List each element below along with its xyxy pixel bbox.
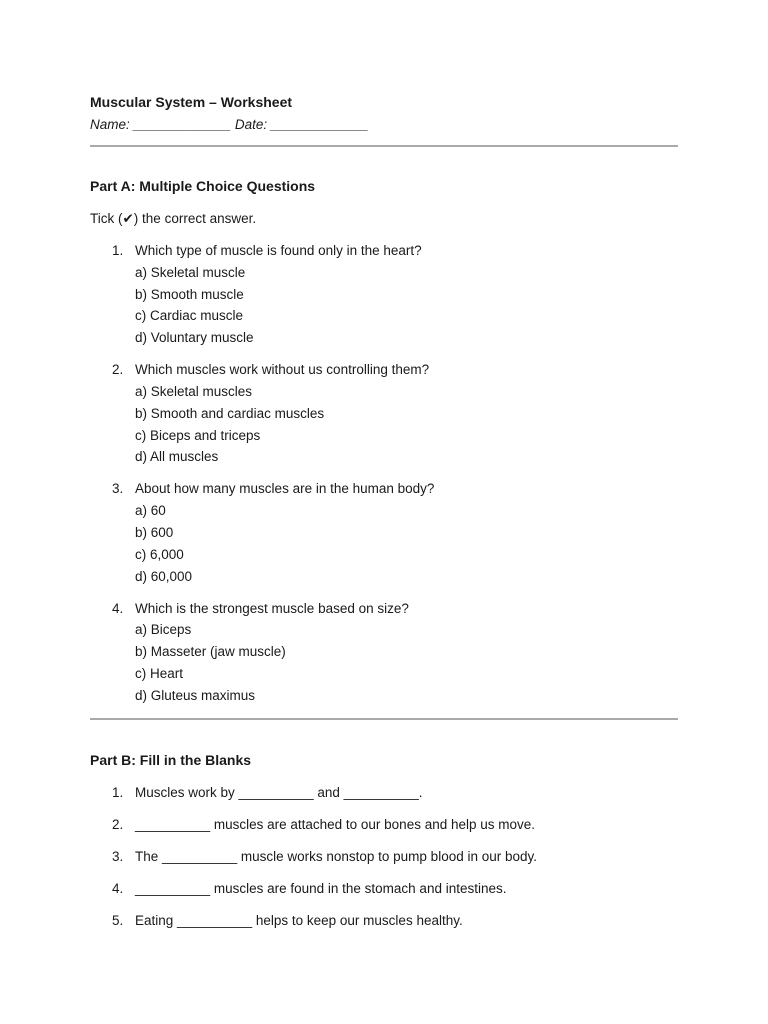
question-number: 4. — [112, 600, 124, 616]
part-a-section — [90, 177, 678, 705]
answer-option: c) Cardiac muscle — [135, 308, 244, 324]
question-text: Which muscles work without us controlling them? — [135, 362, 430, 378]
answer-option: b) Masseter (jaw muscle) — [135, 644, 286, 660]
answer-option: a) Biceps — [135, 622, 192, 638]
answer-option: c) 6,000 — [135, 546, 184, 562]
answer-option: b) Smooth muscle — [135, 286, 244, 302]
mcq-question — [90, 242, 678, 347]
question-number: 1. — [112, 784, 124, 800]
answer-option: d) Gluteus maximus — [135, 687, 256, 703]
part-a-title: Part A: Multiple Choice Questions — [90, 178, 316, 194]
part-b-section — [90, 751, 678, 930]
name-date-line: Name: _____________ Date: _____________ — [90, 117, 369, 132]
mcq-question — [90, 480, 678, 585]
question-text: __________ muscles are attached to our bones and help us move. — [135, 816, 536, 832]
question-number: 3. — [112, 481, 124, 497]
answer-option: c) Biceps and triceps — [135, 427, 261, 443]
question-text: Which type of muscle is found only in the heart? — [135, 243, 422, 258]
question-number: 2. — [112, 816, 124, 832]
fill-in-blanks-list — [90, 784, 678, 930]
question-number: 5. — [112, 912, 124, 928]
fill-blank-question — [90, 784, 678, 802]
mcq-question — [90, 600, 678, 705]
answer-option: d) Voluntary muscle — [135, 330, 254, 346]
answer-option: d) All muscles — [135, 449, 219, 465]
part-a-instruction: Tick (✔) the correct answer. — [90, 211, 257, 226]
answer-option: d) 60,000 — [135, 568, 193, 584]
fill-blank-question — [90, 816, 678, 834]
answer-option: a) Skeletal muscles — [135, 383, 253, 399]
fill-blank-question — [90, 912, 678, 930]
answer-option: a) Skeletal muscle — [135, 264, 246, 280]
fill-blank-question — [90, 848, 678, 866]
question-text: About how many muscles are in the human body? — [135, 481, 435, 497]
answer-option: c) Heart — [135, 665, 184, 681]
multiple-choice-list — [90, 242, 678, 705]
divider — [90, 718, 678, 720]
worksheet-title: Muscular System – Worksheet — [90, 94, 293, 110]
answer-option: b) 600 — [135, 524, 174, 540]
question-number: 3. — [112, 848, 124, 864]
question-number: 4. — [112, 880, 124, 896]
fill-blank-question — [90, 880, 678, 898]
answer-option: a) 60 — [135, 503, 166, 519]
worksheet-page — [90, 93, 678, 930]
question-number: 1. — [112, 243, 124, 258]
question-text: __________ muscles are found in the stomach and intestines. — [135, 880, 507, 896]
question-number: 2. — [112, 362, 124, 378]
part-b-title: Part B: Fill in the Blanks — [90, 751, 252, 768]
question-text: Which is the strongest muscle based on size? — [135, 600, 409, 616]
answer-option: b) Smooth and cardiac muscles — [135, 405, 325, 421]
question-text: Eating __________ helps to keep our muscles healthy. — [135, 912, 463, 928]
mcq-question — [90, 361, 678, 466]
question-text: The __________ muscle works nonstop to pump blood in our body. — [135, 848, 538, 864]
divider — [90, 145, 678, 147]
question-text: Muscles work by __________ and __________. — [135, 784, 423, 800]
